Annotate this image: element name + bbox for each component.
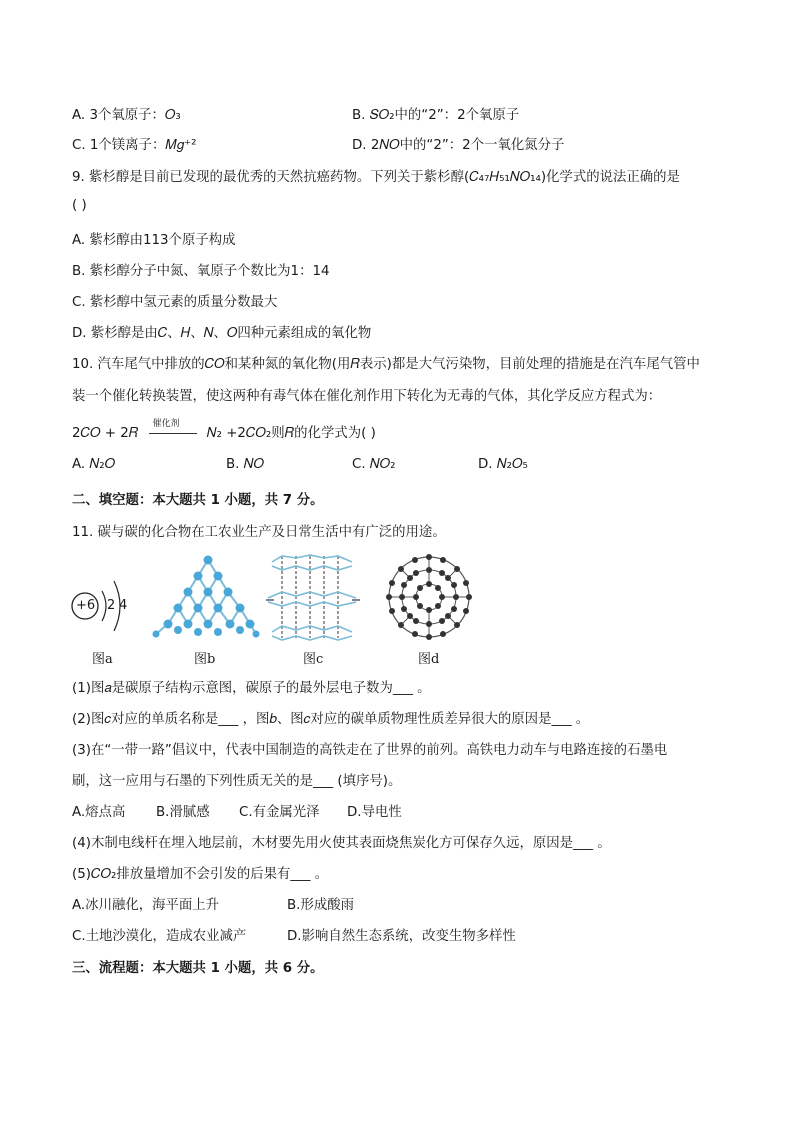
q8-option-c: C. 1个镁离子：𝑀𝑔⁺² xyxy=(72,138,197,153)
equation-right: 𝑁₂ +2𝐶𝑂₂则𝑅的化学式为( ) xyxy=(206,426,376,441)
q11-part-5-option-b: B.形成酸雨 xyxy=(287,898,355,913)
q11-part-1: (1)图𝑎是碳原子结构示意图，碳原子的最外层电子数为___ 。 xyxy=(72,681,431,696)
q11-part-4: (4)木制电线杆在埋入地层前，木材要先用火使其表面烧焦炭化方可保存久远，原因是___ 。 xyxy=(72,836,611,851)
q10-option-a: A. 𝑁₂𝑂 xyxy=(72,457,116,472)
q11-part-3-line1: (3)在“一带一路”倡议中，代表中国制造的高铁走在了世界的前列。高铁电力动车与电路连接的石墨电 xyxy=(72,743,668,758)
atom-nucleus-charge: +6 xyxy=(76,598,96,613)
q9-answer-paren: ( ) xyxy=(72,198,87,213)
q9-option-b: B. 紫杉醇分子中氮、氧原子个数比为1：14 xyxy=(72,264,330,279)
q11-part-5-option-c: C.土地沙漠化，造成农业减产 xyxy=(72,929,247,944)
equation-catalyst-label: 催化剂 xyxy=(152,419,180,429)
q11-part-3-line2: 刷，这一应用与石墨的下列性质无关的是___ (填序号)。 xyxy=(72,774,402,789)
q10-option-c: C. 𝑁𝑂₂ xyxy=(352,457,396,472)
figure-d-fullerene-structure xyxy=(384,553,474,641)
q11-part-5-option-a: A.冰川融化，海平面上升 xyxy=(72,898,220,913)
equation-line xyxy=(149,433,197,434)
q10-option-d: D. 𝑁₂𝑂₅ xyxy=(478,457,528,472)
figure-b-diamond-structure xyxy=(150,550,260,642)
q8-option-d: D. 2𝑁𝑂中的“2”：2个一氧化氮分子 xyxy=(352,138,565,153)
q9-option-a: A. 紫杉醇由113个原子构成 xyxy=(72,233,236,248)
figure-c-graphite-structure xyxy=(266,552,360,642)
equation-left: 2𝐶𝑂 + 2𝑅 xyxy=(72,426,139,441)
q11-part-3-option-c: C.有金属光泽 xyxy=(239,805,320,820)
figure-d-caption: 图d xyxy=(418,652,440,667)
figure-a-caption: 图a xyxy=(92,652,113,667)
q9-option-d: D. 紫杉醇是由𝐶、𝐻、𝑁、𝑂四种元素组成的氧化物 xyxy=(72,326,372,341)
q9-option-c: C. 紫杉醇中氢元素的质量分数最大 xyxy=(72,295,278,310)
q11-part-5-option-d: D.影响自然生态系统，改变生物多样性 xyxy=(287,929,516,944)
q11-stem: 11. 碳与碳的化合物在工农业生产及日常生活中有广泛的用途。 xyxy=(72,525,446,540)
q8-option-b: B. 𝑆𝑂₂中的“2”：2个氧原子 xyxy=(352,108,520,123)
q9-stem: 9. 紫杉醇是目前已发现的最优秀的天然抗癌药物。下列关于紫杉醇(𝐶₄₇𝐻₅₁𝑁𝑂₁₄)化学式的说法正确的是 xyxy=(72,170,680,185)
atom-shell-1: 2 xyxy=(107,598,116,613)
q10-stem-line2: 装一个催化转换装置，使这两种有毒气体在催化剂作用下转化为无毒的气体，其化学反应方程式为： xyxy=(72,389,662,404)
section-2-heading: 二、填空题：本大题共 1 小题，共 7 分。 xyxy=(72,493,324,508)
q10-stem-line1: 10. 汽车尾气中排放的𝐶𝑂和某种氮的氧化物(用𝑅表示)都是大气污染物，目前处理的措施是在汽车尾气管中 xyxy=(72,357,700,372)
q11-part-2: (2)图𝑐对应的单质名称是___ ，图𝑏、图𝑐对应的碳单质物理性质差异很大的原因是___ 。 xyxy=(72,712,590,727)
q8-option-a: A. 3个氧原子：𝑂₃ xyxy=(72,108,181,123)
q11-part-3-option-a: A.熔点高 xyxy=(72,805,126,820)
q10-equation xyxy=(72,419,376,441)
q10-option-b: B. 𝑁𝑂 xyxy=(226,457,264,472)
equation-arrow xyxy=(149,419,197,440)
atom-shell-2: 4 xyxy=(119,598,128,613)
figure-c-caption: 图c xyxy=(303,652,324,667)
figure-b-caption: 图b xyxy=(194,652,216,667)
q11-part-3-option-b: B.滑腻感 xyxy=(156,805,210,820)
section-3-heading: 三、流程题：本大题共 1 小题，共 6 分。 xyxy=(72,961,324,976)
q11-part-5: (5)𝐶𝑂₂排放量增加不会引发的后果有___ 。 xyxy=(72,867,329,882)
q11-part-3-option-d: D.导电性 xyxy=(347,805,402,820)
